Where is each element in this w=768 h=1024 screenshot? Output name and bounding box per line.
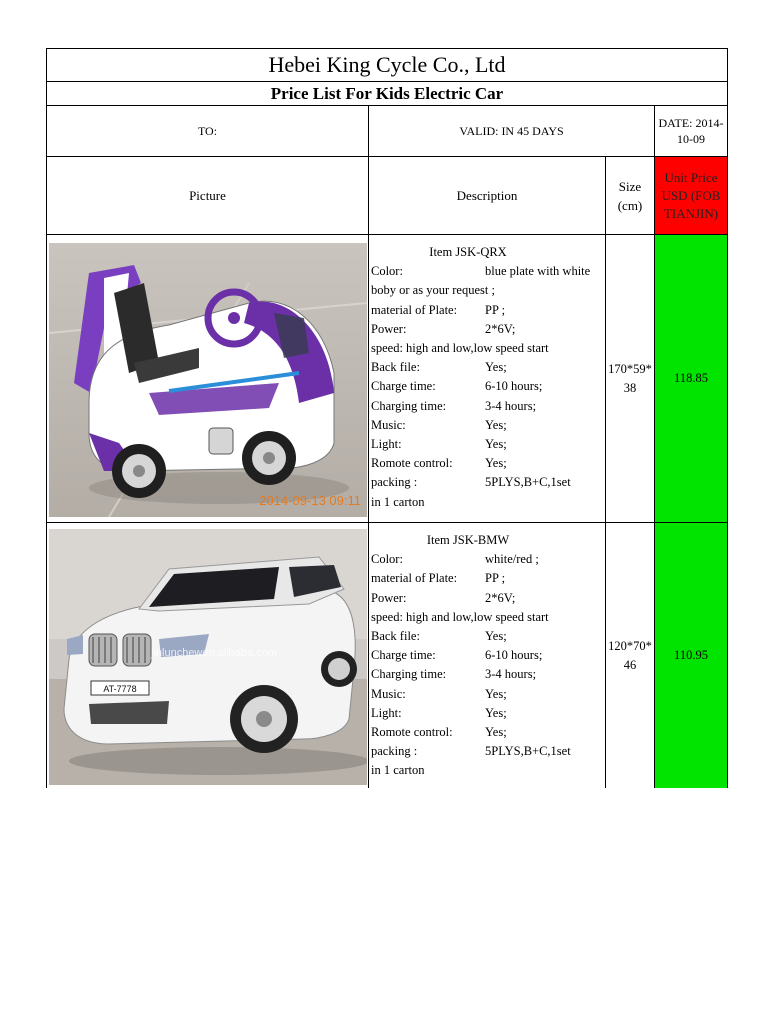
document-title <box>46 81 728 105</box>
spec-value: Yes; <box>485 360 507 375</box>
spec-value: Yes; <box>485 437 507 452</box>
spec-key: Color: <box>371 552 403 567</box>
spec-key: Color: <box>371 264 403 279</box>
spec-value: 6-10 hours; <box>485 379 543 394</box>
picture-header-label: Picture <box>189 187 226 203</box>
spec-line <box>371 377 605 396</box>
product-description <box>369 235 606 522</box>
spec-line <box>371 665 605 684</box>
spec-key: Music: <box>371 417 406 432</box>
spec-line <box>371 627 605 646</box>
spec-list <box>371 262 605 512</box>
spec-key: Charging time: <box>371 398 447 413</box>
spec-list <box>371 550 605 780</box>
spec-line <box>371 416 605 435</box>
spec-value: Yes; <box>485 686 507 701</box>
company-title <box>46 48 728 81</box>
spec-key: Romote control: <box>371 456 453 471</box>
price-list-sheet <box>46 48 728 788</box>
size-cell <box>606 235 655 522</box>
spec-value: 5PLYS,B+C,1set <box>485 475 571 490</box>
spec-value: PP ; <box>485 302 506 317</box>
spec-key: speed: high and low,low speed start <box>371 609 549 624</box>
product-description <box>369 523 606 788</box>
spec-line <box>371 589 605 608</box>
car-photo-bmw <box>49 529 367 785</box>
spec-key: Back file: <box>371 360 420 375</box>
size-header-label: Size (cm) <box>617 178 643 213</box>
spec-key: Light: <box>371 705 402 720</box>
price-header <box>655 157 727 234</box>
spec-value: white/red ; <box>485 552 539 567</box>
spec-key: speed: high and low,low speed start <box>371 341 549 356</box>
spec-value: 3-4 hours; <box>485 398 537 413</box>
size-value: 170*59*38 <box>608 361 652 395</box>
spec-key: packing : <box>371 475 418 490</box>
spec-key: Charge time: <box>371 648 436 663</box>
to-cell <box>47 106 369 156</box>
table-row <box>46 234 728 522</box>
spec-line <box>371 569 605 588</box>
spec-key: material of Plate: <box>371 302 458 317</box>
date-cell <box>655 106 727 156</box>
spec-line <box>371 761 605 780</box>
spec-line <box>371 397 605 416</box>
spec-value: 3-4 hours; <box>485 667 537 682</box>
item-name: Item JSK-BMW <box>426 533 510 547</box>
size-value: 120*70*46 <box>608 638 652 672</box>
spec-line <box>371 742 605 761</box>
spec-line <box>371 435 605 454</box>
spec-value: Yes; <box>485 417 507 432</box>
spec-line <box>371 723 605 742</box>
spec-value: 5PLYS,B+C,1set <box>485 744 571 759</box>
spec-line <box>371 454 605 473</box>
spec-key: Back file: <box>371 629 420 644</box>
spec-value: Yes; <box>485 725 507 740</box>
spec-value: Yes; <box>485 705 507 720</box>
price-value: 118.85 <box>674 371 708 385</box>
description-header-label: Description <box>456 187 518 203</box>
price-value: 110.95 <box>674 648 708 662</box>
price-cell <box>655 523 727 788</box>
valid-cell <box>369 106 655 156</box>
price-list-title: Price List For Kids Electric Car <box>270 83 504 103</box>
description-header <box>369 157 606 234</box>
table-row <box>46 522 728 788</box>
spec-key: boby or as your request ; <box>371 283 495 298</box>
photo-timestamp: 2014-09-13 09:11 <box>258 492 361 508</box>
spec-key: Charging time: <box>371 667 447 682</box>
spec-key: Power: <box>371 590 407 605</box>
spec-value: 6-10 hours; <box>485 648 543 663</box>
spec-value: Yes; <box>485 456 507 471</box>
spec-key: Romote control: <box>371 725 453 740</box>
spec-value: Yes; <box>485 629 507 644</box>
spec-line <box>371 339 605 358</box>
spec-line <box>371 704 605 723</box>
size-header <box>606 157 655 234</box>
photo-watermark: jinlunchewen.alibaba.com <box>150 646 277 659</box>
picture-header <box>47 157 369 234</box>
spec-key: Music: <box>371 686 406 701</box>
date-label: DATE: 2014-10-09 <box>658 116 724 146</box>
spec-key: Charge time: <box>371 379 436 394</box>
license-plate: AT-7778 <box>102 683 137 694</box>
company-name: Hebei King Cycle Co., Ltd <box>268 52 506 77</box>
column-header-row <box>46 156 728 234</box>
spec-key: material of Plate: <box>371 571 458 586</box>
spec-line <box>371 493 605 512</box>
spec-key: packing : <box>371 744 418 759</box>
car-photo-qrx <box>49 243 367 517</box>
spec-line <box>371 685 605 704</box>
spec-line <box>371 550 605 569</box>
price-header-label: Unit Price USD (FOB TIANJIN) <box>661 169 721 221</box>
price-cell <box>655 235 727 522</box>
product-picture-cell <box>47 235 369 522</box>
spec-line <box>371 608 605 627</box>
spec-line <box>371 281 605 300</box>
spec-value: 2*6V; <box>485 590 516 605</box>
valid-label: VALID: IN 45 DAYS <box>459 123 564 138</box>
spec-line <box>371 646 605 665</box>
spec-key: in 1 carton <box>371 494 425 509</box>
spec-line <box>371 473 605 492</box>
spec-key: Light: <box>371 437 402 452</box>
item-name: Item JSK-QRX <box>429 245 507 259</box>
spec-line <box>371 301 605 320</box>
to-label: TO: <box>197 123 218 138</box>
spec-line <box>371 358 605 377</box>
spec-line <box>371 262 605 281</box>
header-row <box>46 105 728 156</box>
product-picture-cell <box>47 523 369 788</box>
spec-value: PP ; <box>485 571 506 586</box>
spec-line <box>371 320 605 339</box>
spec-key: Power: <box>371 321 407 336</box>
size-cell <box>606 523 655 788</box>
spec-value: blue plate with white <box>485 264 591 279</box>
spec-key: in 1 carton <box>371 763 425 778</box>
spec-value: 2*6V; <box>485 321 516 336</box>
